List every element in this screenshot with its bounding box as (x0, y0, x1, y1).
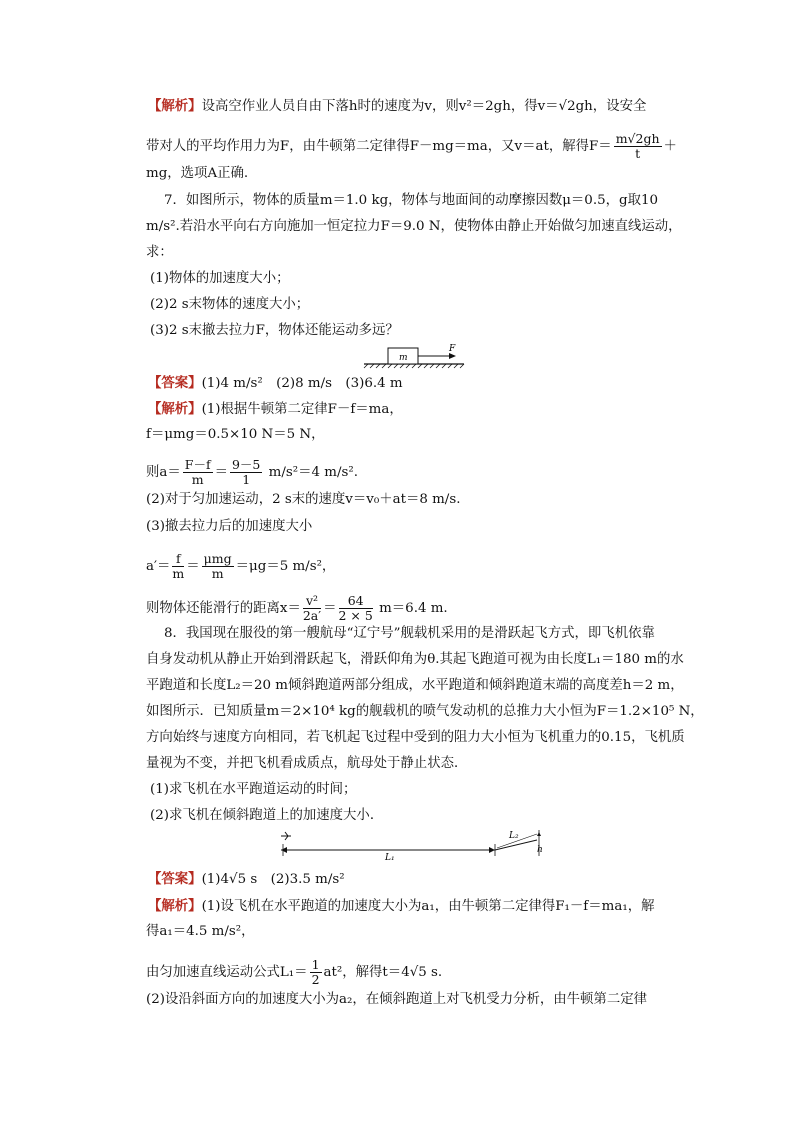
question-text: 如图所示．已知质量m＝2×10⁴ kg的舰载机的喷气发动机的总推力大小恒为F＝1.2×10⁵ N， (146, 704, 704, 719)
solution-7-line (146, 594, 448, 623)
question-text: 8．我国现在服役的第一艘航母“辽宁号”舰载机采用的是滑跃起飞方式，即飞机依靠 (164, 626, 655, 641)
answer-7 (148, 375, 403, 392)
analysis-tag: 【解析】 (148, 401, 202, 417)
analysis-line (146, 132, 677, 161)
fraction (202, 552, 234, 581)
fraction (339, 594, 373, 623)
solution-text: (2)对于匀加速运动，2 s末的速度v＝v₀＋at＝8 m/s. (146, 492, 461, 507)
analysis-text: 带对人的平均作用力为F，由牛顿第二定律得F－mg＝ma，又v＝at，解得F＝ (146, 139, 612, 154)
solution-8-line (148, 898, 654, 915)
answer-8 (148, 871, 345, 888)
answer-tag: 【答案】 (148, 871, 202, 887)
L1-label: L₁ (385, 853, 395, 863)
question-text: 7．如图所示，物体的质量m＝1.0 kg，物体与地面间的动摩擦因数μ＝0.5，g取10 (164, 193, 658, 208)
fraction-denominator: 2a′ (302, 608, 322, 623)
question-8-subquestion (150, 808, 383, 824)
fraction (310, 958, 322, 987)
solution-text: 则物体还能滑行的距离x＝ (146, 601, 301, 616)
fraction-denominator: 2 (311, 972, 320, 987)
fraction-numerator: 1 (311, 957, 320, 972)
force-label: F (449, 344, 456, 354)
solution-text: 由匀加速直线运动公式L₁＝ (146, 965, 308, 980)
solution-7-line (146, 492, 460, 508)
fraction-numerator: v² (303, 594, 321, 609)
solution-text: m/s²＝4 m/s². (268, 465, 358, 480)
solution-text: f＝μmg＝0.5×10 N＝5 N， (146, 427, 325, 442)
runway-figure (275, 826, 550, 866)
equals-sign: ＝ (186, 559, 200, 574)
answer-tag: 【答案】 (148, 375, 202, 391)
block-label: m (399, 353, 408, 363)
question-8-stem (146, 704, 704, 720)
fraction-numerator: m√2gh (615, 131, 660, 146)
fraction-denominator: 1 (242, 472, 251, 487)
arrow-head (537, 832, 541, 836)
equals-sign: ＝ (214, 465, 228, 480)
question-8-stem (146, 730, 685, 746)
solution-7-line (146, 519, 312, 535)
question-7-subquestion (150, 271, 289, 287)
fraction-numerator: 9－5 (231, 457, 261, 472)
solution-text: at²，解得t＝4√5 s. (323, 965, 443, 980)
solution-text: a′＝ (146, 559, 171, 574)
fraction (303, 594, 321, 623)
analysis-tag: 【解析】 (148, 98, 202, 114)
arrow-head (489, 847, 495, 853)
solution-text: ＝μg＝5 m/s²， (235, 559, 336, 574)
answer-text: (1)4√5 s (2)3.5 m/s² (201, 872, 345, 887)
fraction-denominator: 2 × 5 (338, 608, 373, 623)
analysis-text: 设高空作业人员自由下落h时的速度为v，则v²＝2gh，得v＝√2gh，设安全 (201, 99, 647, 114)
arrow-head (281, 847, 287, 853)
solution-7-line (146, 427, 325, 443)
answer-text: (1)4 m/s² (2)8 m/s (3)6.4 m (201, 376, 403, 391)
equals-sign: ＝ (323, 601, 337, 616)
fraction-numerator: μmg (203, 551, 232, 566)
solution-8-line (146, 958, 442, 987)
solution-text: 则a＝ (146, 465, 181, 480)
solution-8-line (146, 924, 255, 940)
question-text: 方向始终与速度方向相同，若飞机起飞过程中受到的阻力大小恒为飞机重力的0.15，飞机质 (146, 730, 685, 745)
question-8-stem (146, 756, 467, 772)
question-text: m/s².若沿水平向右方向施加一恒定拉力F＝9.0 N，使物体由静止开始做匀加速直线运动， (146, 219, 682, 234)
analysis-text: mg，选项A正确. (146, 166, 249, 181)
solution-8-line (146, 992, 647, 1008)
subquestion-text: (1)物体的加速度大小； (150, 271, 290, 286)
subquestion-text: (1)求飞机在水平跑道运动的时间； (150, 782, 357, 797)
fraction-denominator: t (635, 146, 641, 161)
question-text: 自身发动机从静止开始到滑跃起飞，滑跃仰角为θ.其起飞跑道可视为由长度L₁＝180 m的水 (146, 652, 684, 667)
fraction-numerator: 64 (339, 594, 373, 609)
solution-text: (3)撤去拉力后的加速度大小 (146, 519, 313, 534)
solution-text: (2)设沿斜面方向的加速度大小为a₂，在倾斜跑道上对飞机受力分析，由牛顿第二定律 (146, 992, 647, 1007)
fraction-denominator: m (191, 472, 204, 487)
question-8-subquestion (150, 782, 356, 798)
question-7-stem (164, 193, 658, 209)
question-8-stem (146, 652, 684, 668)
block-force-figure (360, 340, 470, 370)
solution-text: 得a₁＝4.5 m/s²， (146, 924, 255, 939)
fraction-numerator: F－f (184, 457, 211, 472)
subquestion-text: (2)求飞机在倾斜跑道上的加速度大小． (150, 808, 384, 823)
fraction (614, 132, 662, 161)
fraction-denominator: m (211, 566, 224, 581)
subquestion-text: (2)2 s末物体的速度大小； (150, 297, 310, 312)
question-text: 量视为不变，并把飞机看成质点，航母处于静止状态． (146, 756, 468, 771)
solution-text: (1)根据牛顿第二定律F－f＝ma， (201, 402, 403, 417)
subquestion-text: (3)2 s末撤去拉力F，物体还能运动多远？ (150, 323, 399, 338)
fraction (230, 458, 262, 487)
ground-hatching (364, 364, 464, 368)
analysis-tag: 【解析】 (148, 898, 202, 914)
analysis-line (148, 98, 646, 115)
solution-7-line (146, 552, 335, 581)
question-8-stem (164, 626, 655, 642)
solution-text: m＝6.4 m. (379, 601, 448, 616)
question-text: 平跑道和长度L₂＝20 m倾斜跑道两部分组成，水平跑道和倾斜跑道末端的高度差h＝2 m， (146, 678, 684, 693)
question-7-stem (146, 245, 173, 261)
question-text: 求： (146, 245, 173, 260)
fraction (183, 458, 213, 487)
solution-7-line (146, 458, 358, 487)
L2-label: L₂ (509, 831, 519, 841)
h-label: h (537, 845, 543, 855)
question-7-subquestion (150, 297, 309, 313)
fraction-numerator: f (172, 552, 184, 567)
analysis-line (146, 166, 248, 182)
question-7-stem (146, 219, 682, 235)
solution-7-line (148, 401, 403, 418)
question-7-subquestion (150, 323, 399, 339)
fraction-denominator: m (172, 566, 185, 581)
plus-sign: ＋ (663, 139, 677, 154)
airplane-icon (281, 832, 291, 840)
solution-text: (1)设飞机在水平跑道的加速度大小为a₁，由牛顿第二定律得F₁－f＝ma₁，解 (201, 899, 655, 914)
fraction (172, 552, 184, 581)
question-8-stem (146, 678, 684, 694)
